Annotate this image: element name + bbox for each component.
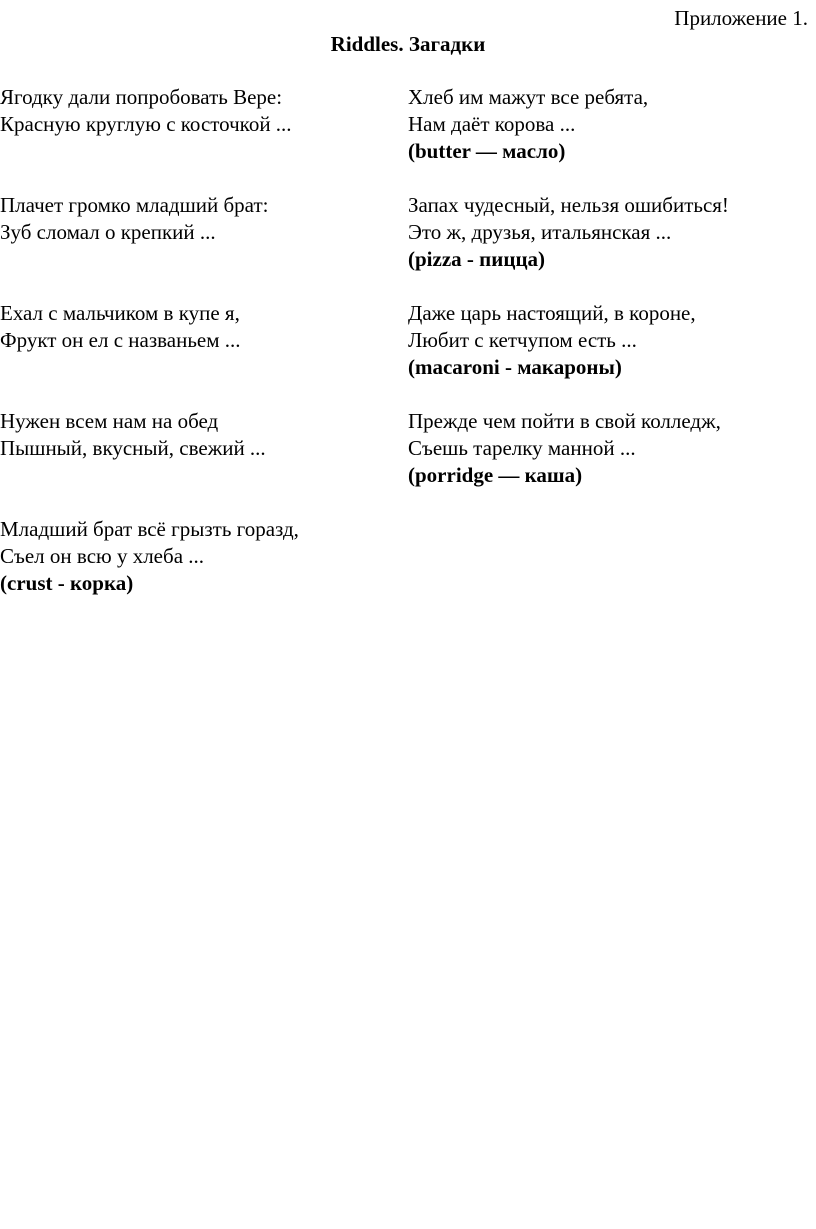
- riddle-line: Младший брат всё грызть горазд,: [0, 517, 299, 541]
- riddle-answer: (pizza - пицца): [408, 247, 546, 271]
- riddle-block: [0, 408, 400, 489]
- answer-placeholder: [0, 246, 400, 273]
- riddle-block: [0, 84, 400, 165]
- riddle-line: Прежде чем пойти в свой колледж,: [408, 409, 721, 433]
- riddle-line: Плачет громко младший брат:: [0, 193, 269, 217]
- riddle-line: Запах чудесный, нельзя ошибиться!: [408, 193, 729, 217]
- riddle-answer: (crust - корка): [0, 571, 134, 595]
- riddle-line: Съешь тарелку манной ...: [408, 436, 636, 460]
- riddle-line: Хлеб им мажут все ребята,: [408, 85, 649, 109]
- page-title: Riddles. Загадки: [330, 32, 486, 56]
- riddle-block: [0, 300, 400, 381]
- answer-placeholder: [0, 462, 400, 489]
- appendix-label: Приложение 1.: [674, 6, 808, 30]
- riddle-line: Красную круглую с косточкой ...: [0, 112, 292, 136]
- riddle-line: Нам даёт корова ...: [408, 112, 576, 136]
- riddle-block: [408, 192, 808, 273]
- riddle-line: Нужен всем нам на обед: [0, 409, 219, 433]
- riddle-block: [408, 408, 808, 489]
- riddle-block: [408, 300, 808, 381]
- riddle-answer: (macaroni - макароны): [408, 355, 622, 379]
- answer-placeholder: [0, 354, 400, 381]
- riddle-line: Это ж, друзья, итальянская ...: [408, 220, 672, 244]
- riddle-line: Любит с кетчупом есть ...: [408, 328, 637, 352]
- riddle-line: Зуб сломал о крепкий ...: [0, 220, 216, 244]
- answer-placeholder: [0, 138, 400, 165]
- riddle-line: Даже царь настоящий, в короне,: [408, 301, 696, 325]
- riddle-line: Ягодку дали попробовать Вере:: [0, 85, 283, 109]
- riddle-answer: (butter — масло): [408, 139, 566, 163]
- riddle-block: [408, 84, 808, 165]
- riddle-answer: (porridge — каша): [408, 463, 583, 487]
- riddle-line: Ехал с мальчиком в купе я,: [0, 301, 240, 325]
- riddle-block: [0, 192, 400, 273]
- riddle-block: [0, 516, 400, 597]
- riddle-line: Съел он всю у хлеба ...: [0, 544, 205, 568]
- riddle-line: Фрукт он ел с названьем ...: [0, 328, 241, 352]
- riddle-line: Пышный, вкусный, свежий ...: [0, 436, 266, 460]
- right-riddle-column: [408, 84, 808, 516]
- left-riddle-column: [0, 84, 400, 624]
